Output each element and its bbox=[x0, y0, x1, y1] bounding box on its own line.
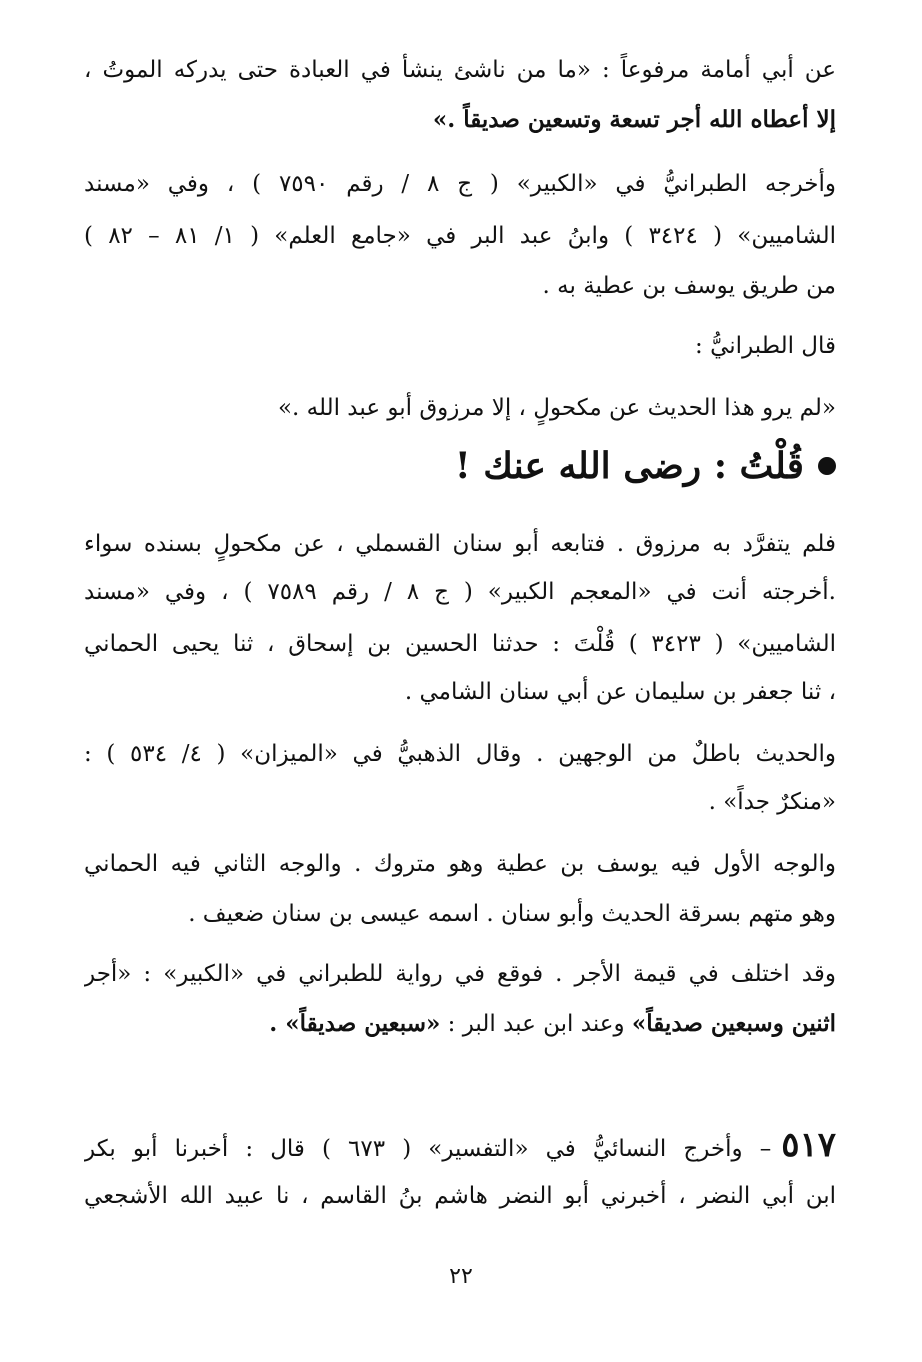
paragraph-5-line-4: ، ثنا جعفر بن سليمان عن أبي سنان الشامي . bbox=[404, 679, 836, 705]
paragraph-8-line-1: وقد اختلف في قيمة الأجر . فوقع في رواية للطبراني في «الكبير» : «أجر bbox=[84, 961, 836, 987]
entry-number: ٥١٧ bbox=[781, 1125, 836, 1165]
paragraph-6-line-2: «منكرٌ جداً» . bbox=[708, 789, 836, 815]
paragraph-2-line-3: من طريق يوسف بن عطية به . bbox=[542, 273, 836, 299]
paragraph-2-line-2: الشاميين» ( ٣٤٢٤ ) وابنُ عبد البر في «جامع العلم» ( ١/ ٨١ – ٨٢ ) bbox=[84, 223, 836, 249]
paragraph-3-line-1: قال الطبرانيُّ : bbox=[695, 333, 836, 359]
paragraph-2-line-1: وأخرجه الطبرانيُّ في «الكبير» ( ج ٨ / رقم ٧٥٩٠ ) ، وفي «مسند bbox=[84, 171, 836, 197]
section-heading-text: قُلْتُ : رضى الله عنك ! bbox=[454, 445, 804, 487]
quote-line-1: «لم يرو هذا الحديث عن مكحولٍ ، إلا مرزوق أبو عبد الله .» bbox=[277, 395, 836, 421]
paragraph-7-line-1: والوجه الأول فيه يوسف بن عطية وهو متروك . والوجه الثاني فيه الحماني bbox=[84, 851, 836, 877]
paragraph-8-line-2 bbox=[84, 1002, 836, 1046]
paragraph-5-line-1: فلم يتفرَّد به مرزوق . فتابعه أبو سنان القسملي ، عن مكحولٍ بسنده سواء bbox=[84, 531, 836, 557]
paragraph-5-line-2: .أخرجته أنت في «المعجم الكبير» ( ج ٨ / رقم ٧٥٨٩ ) ، وفي «مسند bbox=[84, 579, 836, 605]
entry-517-text: – وأخرج النسائيُّ في «التفسير» ( ٦٧٣ ) قال : أخبرنا أبو بكر bbox=[84, 1136, 772, 1162]
paragraph-8-bold-phrase-1: اثنين وسبعين صديقاً» bbox=[631, 1010, 836, 1037]
bullet-icon bbox=[818, 457, 836, 475]
paragraph-1-line-2: إلا أعطاه الله أجر تسعة وتسعين صديقاً .» bbox=[432, 106, 836, 133]
paragraph-8-text: وعند ابن عبد البر : bbox=[440, 1011, 632, 1037]
entry-517-line-2: ابن أبي النضر ، أخبرني أبو النضر هاشم بنُ القاسم ، نا عبيد الله الأشجعي bbox=[84, 1183, 836, 1209]
section-heading bbox=[84, 438, 836, 494]
page-number: ٢٢ bbox=[449, 1264, 473, 1289]
paragraph-6-line-1: والحديث باطلٌ من الوجهين . وقال الذهبيُّ في «الميزان» ( ٤/ ٥٣٤ ) : bbox=[84, 741, 836, 767]
paragraph-5-line-3: الشاميين» ( ٣٤٢٣ ) قُلْتَ : حدثنا الحسين بن إسحاق ، ثنا يحيى الحماني bbox=[84, 631, 836, 657]
paragraph-7-line-2: وهو متهم بسرقة الحديث وأبو سنان . اسمه عيسى بن سنان ضعيف . bbox=[188, 901, 836, 927]
paragraph-1-line-1: عن أبي أمامة مرفوعاً : «ما من ناشئ ينشأ في العبادة حتى يدركه الموتُ ، bbox=[84, 57, 836, 83]
entry-517-line-1 bbox=[84, 1120, 836, 1170]
paragraph-8-bold-phrase-2: «سبعين صديقاً» . bbox=[269, 1010, 441, 1037]
